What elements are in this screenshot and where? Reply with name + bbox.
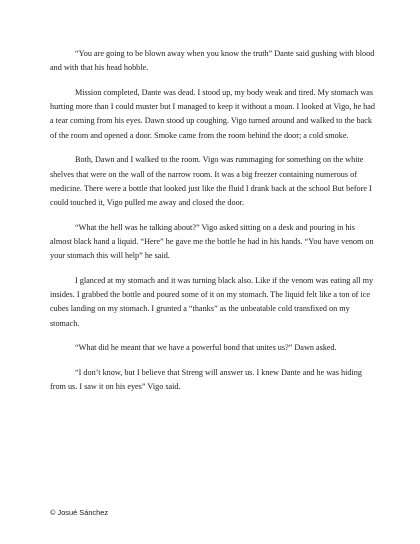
paragraph-4: “What the hell was he talking about?” Vigo asked sitting on a desk and pouring in his almost black hand a liquid. “Here” he gave me the bottle he had in his hands. “You have venom on your stomach this will help” he said. bbox=[50, 222, 374, 261]
paragraph-2: Mission completed, Dante was dead. I stood up, my body weak and tired. My stomach was hurting more than I could muster but I managed to keep it without a moan. I looked at Vigo, he had a tear coming from his eyes. Dawn stood up coughing. Vigo turned around and walked to the back of the room and opened a door. Smoke came from the room behind the door; a cold smoke. bbox=[50, 88, 375, 140]
paragraph-7: “I don’t know, but I believe that Streng will answer us. I knew Dante and he was hiding from us. I saw it on his eyes” Vigo said. bbox=[50, 368, 362, 392]
paragraph-1: “You are going to be blown away when you know the truth” Dante said gushing with blood and with that his head hobble. bbox=[50, 49, 375, 73]
copyright-footer: © Josué Sánchez bbox=[50, 508, 109, 517]
paragraph-6: “What did he meant that we have a powerful bond that unites us?” Dawn asked. bbox=[75, 343, 337, 353]
paragraph-3: Both, Dawn and I walked to the room. Vigo was rummaging for something on the white shelves that were on the wall of the narrow room. It was a big freezer containing numerous of medicine. There were a bottle that looked just like the fluid I drank back at the school But before I could touched it, Vigo pulled me away and closed the door. bbox=[50, 155, 372, 208]
document-body bbox=[50, 47, 378, 405]
paragraph-5: I glanced at my stomach and it was turning black also. Like if the venom was eating all my insides. I grabbed the bottle and poured some of it on my stomach. The liquid felt like a ton of ice cubes landing on my stomach. I grunted a “thanks” as the unbeatable cold transfixed on my stomach. bbox=[50, 276, 374, 328]
